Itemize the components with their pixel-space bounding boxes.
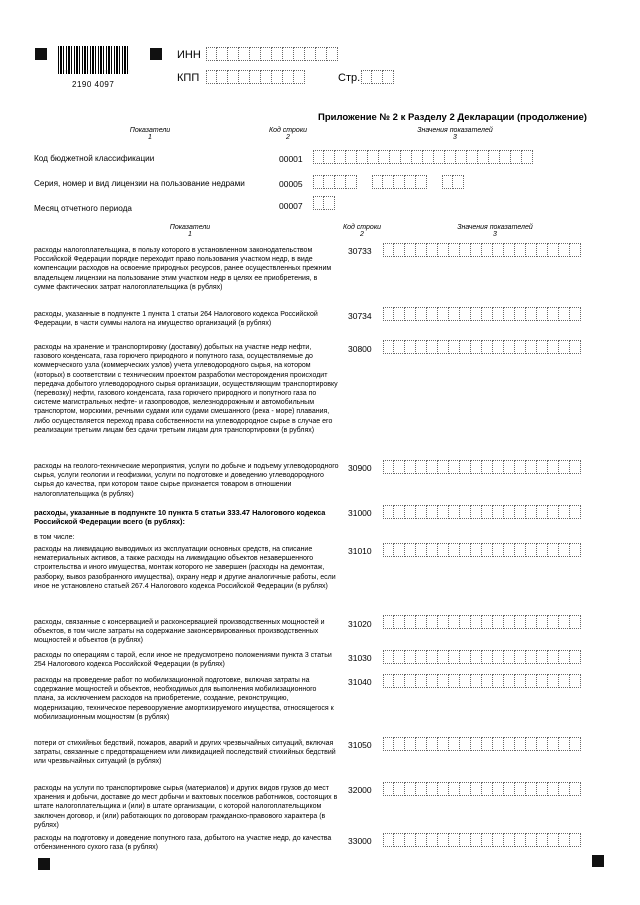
corner-marker [150, 48, 162, 60]
kpp-field[interactable] [206, 70, 311, 84]
row-description: расходы, указанные в подпункте 1 пункта 1 статьи 264 Налогового кодекса Российской Федерации, в части суммы налога на имущество организаций (в рублях) [34, 311, 318, 328]
row-code: 31050 [348, 740, 372, 750]
amount-field[interactable] [383, 307, 587, 321]
corner-marker [38, 858, 50, 870]
row-code: 00005 [279, 179, 303, 189]
amount-field[interactable] [383, 674, 587, 688]
amount-field[interactable] [383, 543, 587, 557]
row-description: потери от стихийных бедствий, пожаров, аварий и других чрезвычайных ситуаций, включая затраты, связанные с предотвращением или ликвидацией последствий стихийных бедствий или чрезвычайных ситуаций (в рублях) [34, 740, 336, 766]
header-values: Значения показателей 3 [417, 127, 493, 141]
row-code: 00001 [279, 154, 303, 164]
license-field[interactable] [313, 175, 470, 189]
table-header-values: Значения показателей 3 [457, 224, 533, 238]
budget-classification-label: Код бюджетной классификации [34, 154, 155, 163]
row-code: 31030 [348, 653, 372, 663]
row-code: 30900 [348, 463, 372, 473]
row-code: 31000 [348, 508, 372, 518]
row-code: 32000 [348, 785, 372, 795]
table-header-indicators: Показатели 1 [169, 224, 211, 238]
row-code: 31010 [348, 546, 372, 556]
row-description: расходы, указанные в подпункте 10 пункта 5 статьи 333.47 Налогового кодекса Российской Федерации всего (в рублях): [34, 508, 326, 527]
row-code: 00007 [279, 201, 303, 211]
amount-field[interactable] [383, 615, 587, 629]
inn-field[interactable] [206, 47, 344, 61]
page-label: Стр. [338, 72, 361, 84]
row-description: расходы на ликвидацию выводимых из эксплуатации основных средств, на списание нематериальных активов, а также расходы на ликвидацию объектов незавершенного строительства и иного имущества, монтаж которого не завершен (расходы на демонтаж, разборку, вывоз разобранного имущества), охрану недр и другие аналогичные работы, если иное не установлено статьей 267.4 Налогового кодекса Российской Федерации (в рублях) [34, 546, 336, 590]
page-number-field[interactable] [361, 70, 400, 84]
row-description: расходы на проведение работ по мобилизационной подготовке, включая затраты на содержание мощностей и объектов, необходимых для выполнения мобилизационного плана, за исключением расходов на приобретение, создание, реконструкцию, модернизацию, техническое перевооружение амортизируемого имущества, относящегося к мобилизационным мощностям (в рублях) [34, 677, 334, 721]
row-code: 30734 [348, 311, 372, 321]
row-description: расходы на подготовку и доведение попутного газа, добытого на участке недр, до качества отбензиненного сухого газа (в рублях) [34, 835, 332, 852]
section-title: Приложение № 2 к Разделу 2 Декларации (продолжение) [318, 112, 587, 123]
row-description: расходы по операциям с тарой, если иное не предусмотрено положениями пункта 3 статьи 254 Налогового кодекса Российской Федерации (в рублях) [34, 652, 332, 669]
amount-field[interactable] [383, 505, 587, 519]
row-code: 31020 [348, 619, 372, 629]
row-description: расходы на хранение и транспортировку (доставку) добытых на участке недр нефти, газового конденсата, газа горючего природного и попутного газа, осуществляемые до коммерческого узла (коммерческих узлов) учета углеводородного сырья, на котором (которых) в соответствии с техническим проектом разработки месторождения происходит передача добытого углеводородного сырья организации, осуществляющим транспортировку (перевозку) нефти, газового конденсата, газа горючего природного и попутного газа по системе магистральных нефте- и газопроводов, железнодорожным и автомобильным транспортом, морскими, речными судами или судами смешанного (река - море) плавания, либо осуществляется переход права собственности на углеводородное сырье в случае его реализации третьим лицам без сдачи третьим лицам для транспортировки (в рублях) [34, 344, 338, 434]
amount-field[interactable] [383, 782, 587, 796]
row-description: в том числе: [34, 534, 75, 541]
header-code: Код строки 2 [268, 127, 308, 141]
inn-label: ИНН [177, 49, 201, 61]
corner-marker [35, 48, 47, 60]
barcode-number: 2190 4097 [72, 80, 115, 89]
license-label: Серия, номер и вид лицензии на пользование недрами [34, 179, 245, 188]
row-description: расходы на геолого-технические мероприятия, услуги по добыче и подъему углеводородного сырья, услуги геологии и геофизики, услуги по подготовке и доведению углеводородного сырья до качества, при котором такое сырье признается товаром в отношении налогоплательщика (в рублях) [34, 463, 339, 498]
month-field[interactable] [313, 196, 341, 210]
amount-field[interactable] [383, 833, 587, 847]
budget-classification-field[interactable] [313, 150, 539, 164]
row-description: расходы налогоплательщика, в пользу которого в установленном законодательством Российской Федерации порядке переходит право пользования участком недр, в виде компенсации расходов на освоение природных ресурсов, ранее осуществленных прежним владельцем лицензии на пользование этим участком недр в целях ее приобретения, в сумме фактических затрат налогоплательщика (в рублях) [34, 247, 332, 291]
row-description: расходы на услуги по транспортировке сырья (материалов) и других видов грузов до мест хранения и добычи, доставке до мест добычи и вахтовых поселков работников, состоящих в штате налогоплательщика и (или) в штате организации, с которой налогоплательщиком заключен договор, и (или) работающих по договорам гражданско-правового характера (в рублях) [34, 785, 338, 829]
row-code: 33000 [348, 836, 372, 846]
row-code: 30800 [348, 344, 372, 354]
row-code: 30733 [348, 246, 372, 256]
row-code: 31040 [348, 677, 372, 687]
amount-field[interactable] [383, 460, 587, 474]
kpp-label: КПП [177, 72, 200, 84]
amount-field[interactable] [383, 650, 587, 664]
amount-field[interactable] [383, 340, 587, 354]
amount-field[interactable] [383, 737, 587, 751]
amount-field[interactable] [383, 243, 587, 257]
corner-marker [592, 855, 604, 867]
row-description: расходы, связанные с консервацией и расконсервацией производственных мощностей и объектов, в том числе затраты на содержание законсервированных производственных мощностей и объектов (в рублях) [34, 619, 325, 645]
header-indicators: Показатели 1 [129, 127, 171, 141]
barcode [58, 46, 128, 74]
month-label: Месяц отчетного периода [34, 204, 132, 213]
table-header-code: Код строки 2 [342, 224, 382, 238]
